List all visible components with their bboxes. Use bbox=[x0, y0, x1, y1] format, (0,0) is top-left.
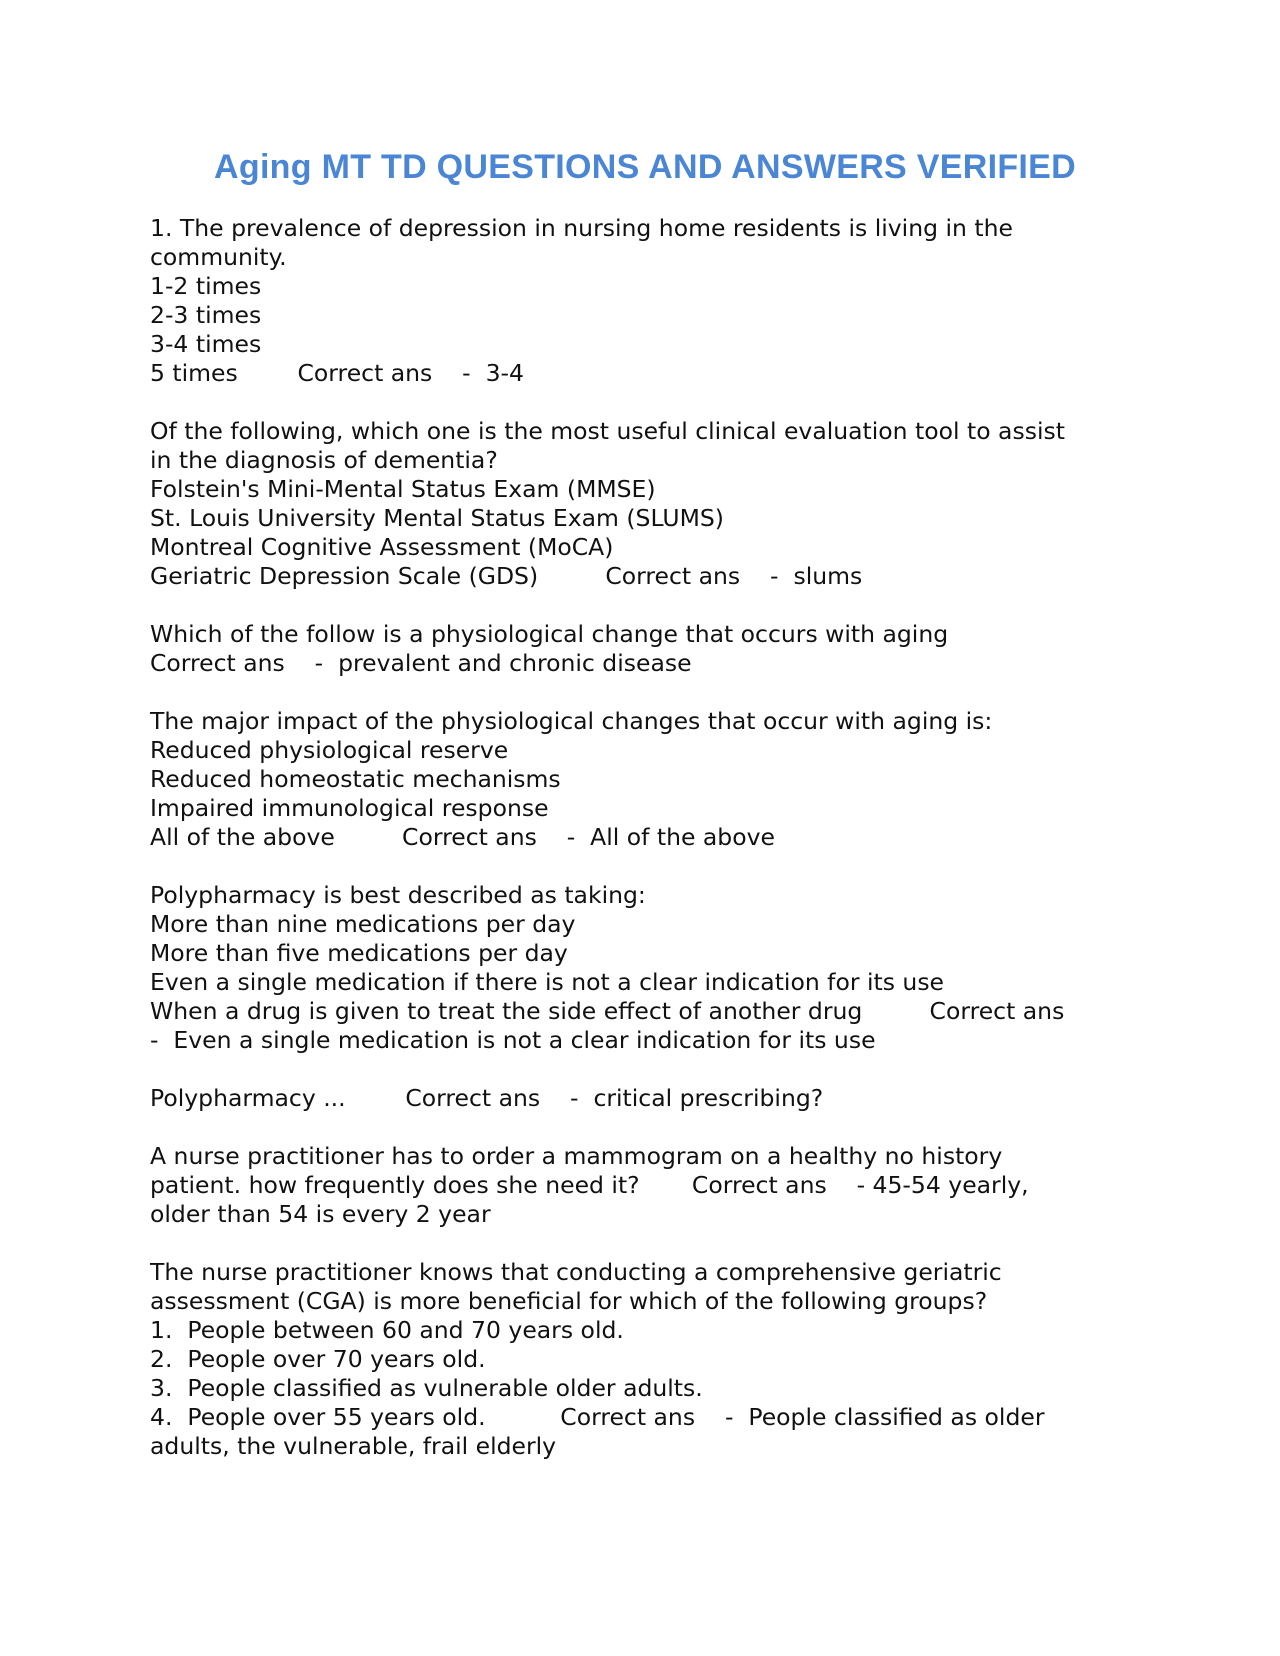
answer-option: 2. People over 70 years old. bbox=[150, 1345, 486, 1373]
question-text: community. bbox=[150, 243, 287, 271]
answer-option: Montreal Cognitive Assessment (MoCA) bbox=[150, 533, 614, 561]
answer-option: St. Louis University Mental Status Exam (SLUMS) bbox=[150, 504, 724, 532]
answer-option: 1-2 times bbox=[150, 272, 262, 300]
question-text: in the diagnosis of dementia? bbox=[150, 446, 498, 474]
document-title: Aging MT TD QUESTIONS AND ANSWERS VERIFIED bbox=[214, 148, 1076, 186]
question-block-3 bbox=[150, 620, 1140, 678]
question-block-4 bbox=[150, 707, 1140, 852]
correct-answer: Correct ans - prevalent and chronic disease bbox=[150, 649, 692, 677]
question-block-2 bbox=[150, 417, 1140, 591]
question-text: A nurse practitioner has to order a mammogram on a healthy no history bbox=[150, 1142, 1003, 1170]
correct-answer: adults, the vulnerable, frail elderly bbox=[150, 1432, 557, 1460]
question-text: The major impact of the physiological changes that occur with aging is: bbox=[150, 707, 993, 735]
answer-option: Impaired immunological response bbox=[150, 794, 549, 822]
answer-option: 1. People between 60 and 70 years old. bbox=[150, 1316, 624, 1344]
question-block-5 bbox=[150, 881, 1140, 1055]
question-with-correct-answer: Polypharmacy ... Correct ans - critical prescribing? bbox=[150, 1084, 824, 1112]
question-text: Which of the follow is a physiological change that occurs with aging bbox=[150, 620, 949, 648]
question-text: assessment (CGA) is more beneficial for which of the following groups? bbox=[150, 1287, 988, 1315]
question-text: The nurse practitioner knows that conducting a comprehensive geriatric bbox=[150, 1258, 1002, 1286]
question-block-7 bbox=[150, 1142, 1140, 1229]
answer-option: Folstein's Mini-Mental Status Exam (MMSE) bbox=[150, 475, 656, 503]
question-text: 1. The prevalence of depression in nursing home residents is living in the bbox=[150, 214, 1013, 242]
answer-option: 3-4 times bbox=[150, 330, 262, 358]
answer-option: Reduced homeostatic mechanisms bbox=[150, 765, 561, 793]
answer-option: 3. People classified as vulnerable older adults. bbox=[150, 1374, 703, 1402]
question-text: Polypharmacy is best described as taking: bbox=[150, 881, 646, 909]
document-body bbox=[150, 214, 1140, 1490]
answer-option: Even a single medication if there is not a clear indication for its use bbox=[150, 968, 945, 996]
answer-option: 2-3 times bbox=[150, 301, 262, 329]
correct-answer: older than 54 is every 2 year bbox=[150, 1200, 491, 1228]
answer-option-with-correct-answer: 5 times Correct ans - 3-4 bbox=[150, 359, 524, 387]
answer-option-with-correct-answer: When a drug is given to treat the side effect of another drug Correct ans bbox=[150, 997, 1065, 1025]
question-block-8 bbox=[150, 1258, 1140, 1461]
answer-option-with-correct-answer: 4. People over 55 years old. Correct ans - People classified as older bbox=[150, 1403, 1045, 1431]
answer-option-with-correct-answer: Geriatric Depression Scale (GDS) Correct ans - slums bbox=[150, 562, 863, 590]
question-block-6 bbox=[150, 1084, 1140, 1113]
correct-answer: - Even a single medication is not a clear indication for its use bbox=[150, 1026, 876, 1054]
question-text: Of the following, which one is the most useful clinical evaluation tool to assist bbox=[150, 417, 1065, 445]
answer-option-with-correct-answer: All of the above Correct ans - All of the above bbox=[150, 823, 775, 851]
question-with-correct-answer: patient. how frequently does she need it? Correct ans - 45-54 yearly, bbox=[150, 1171, 1029, 1199]
answer-option: More than five medications per day bbox=[150, 939, 568, 967]
answer-option: More than nine medications per day bbox=[150, 910, 576, 938]
question-block-1 bbox=[150, 214, 1140, 388]
answer-option: Reduced physiological reserve bbox=[150, 736, 509, 764]
